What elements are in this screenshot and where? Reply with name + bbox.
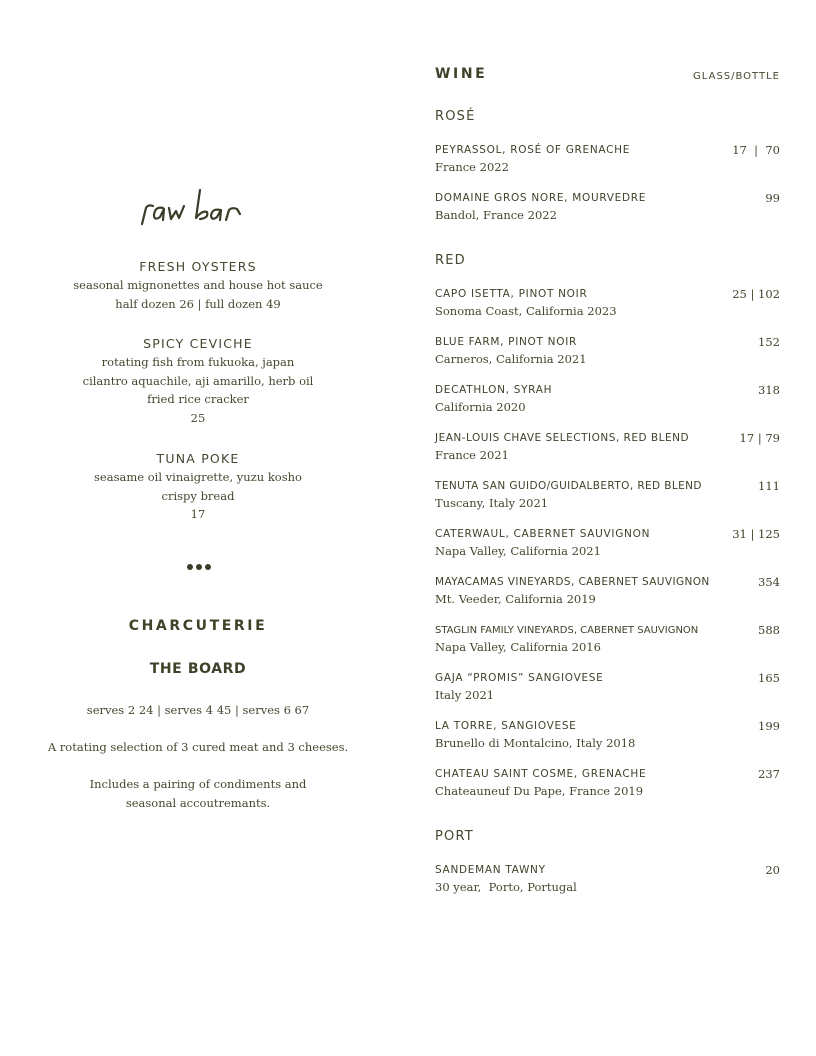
wine-origin: Sonoma Coast, California 2023 xyxy=(435,304,617,318)
board-includes: seasonal accoutremants. xyxy=(125,796,271,810)
raw-bar-script-logo xyxy=(136,184,256,230)
wine-origin: California 2020 xyxy=(435,400,526,414)
wine-list-item xyxy=(435,863,780,895)
wine-list-item xyxy=(435,431,780,463)
wine-origin: Napa Valley, California 2021 xyxy=(435,544,601,558)
wine-category-rose: ROSÉ xyxy=(435,109,476,124)
item-description: crispy bread xyxy=(161,488,235,503)
wine-origin: France 2022 xyxy=(435,160,509,174)
wine-price: 199 xyxy=(758,719,780,733)
wine-name: CHATEAU SAINT COSME, GRENACHE xyxy=(435,768,647,780)
item-description: cilantro aquachile, aji amarillo, herb oil xyxy=(82,373,314,388)
wine-price: 20 xyxy=(765,863,780,877)
wine-origin: 30 year, Porto, Portugal xyxy=(435,880,577,894)
menu-item-tuna-poke xyxy=(48,450,348,524)
wine-price: 17 | 70 xyxy=(732,143,780,157)
wine-name: STAGLIN FAMILY VINEYARDS, CABERNET SAUVIGNON xyxy=(435,625,699,636)
wine-origin: Chateauneuf Du Pape, France 2019 xyxy=(435,784,644,798)
wine-origin: Italy 2021 xyxy=(435,688,495,702)
wine-name: PEYRASSOL, ROSÉ OF GRENACHE xyxy=(435,144,631,156)
wine-price: 152 xyxy=(758,335,780,349)
item-title: TUNA POKE xyxy=(156,451,240,466)
wine-origin: Mt. Veeder, California 2019 xyxy=(435,592,596,606)
wine-name: DOMAINE GROS NORE, MOURVEDRE xyxy=(435,192,647,204)
wine-list-item xyxy=(435,671,780,703)
wine-list-item xyxy=(435,767,780,799)
board-servings: serves 2 24 | serves 4 45 | serves 6 67 xyxy=(86,703,310,717)
wine-name: JEAN-LOUIS CHAVE SELECTIONS, RED BLEND xyxy=(435,432,690,444)
wine-category-port: PORT xyxy=(435,829,474,844)
wine-name: LA TORRE, SANGIOVESE xyxy=(435,720,577,732)
wine-price: 354 xyxy=(758,575,780,589)
wine-list-item xyxy=(435,527,780,559)
wine-name: MAYACAMAS VINEYARDS, CABERNET SAUVIGNON xyxy=(435,576,710,588)
wine-origin: Napa Valley, California 2016 xyxy=(435,640,601,654)
wine-list-item xyxy=(435,479,780,511)
three-dots-icon xyxy=(186,562,212,572)
item-price: 17 xyxy=(190,507,206,522)
wine-price: 31 | 125 xyxy=(732,527,780,541)
item-title: SPICY CEVICHE xyxy=(143,336,253,351)
item-description: seasonal mignonettes and house hot sauce xyxy=(73,278,323,292)
item-price: half dozen 26 | full dozen 49 xyxy=(115,296,281,311)
wine-origin: Tuscany, Italy 2021 xyxy=(435,496,549,510)
wine-name: GAJA “PROMIS” SANGIOVESE xyxy=(435,672,604,684)
wine-price: 25 | 102 xyxy=(732,287,780,301)
section-title-wine: WINE xyxy=(435,66,488,82)
section-title-charcuterie: CHARCUTERIE xyxy=(128,618,268,634)
wine-name: DECATHLON, SYRAH xyxy=(435,384,553,396)
wine-price: 111 xyxy=(758,479,780,493)
wine-list-item xyxy=(435,191,780,223)
wine-name: TENUTA SAN GUIDO/GUIDALBERTO, RED BLEND xyxy=(435,480,702,492)
wine-list-item xyxy=(435,287,780,319)
item-title: FRESH OYSTERS xyxy=(139,259,257,274)
wine-price: 588 xyxy=(758,623,780,637)
wine-origin: Carneros, California 2021 xyxy=(435,352,587,366)
item-title-the-board: THE BOARD xyxy=(149,661,247,677)
menu-item-spicy-ceviche xyxy=(48,335,348,427)
left-column xyxy=(48,0,348,1056)
item-price: 25 xyxy=(190,410,206,425)
item-description: fried rice cracker xyxy=(147,392,249,407)
wine-origin: Brunello di Montalcino, Italy 2018 xyxy=(435,736,636,750)
wine-origin: Bandol, France 2022 xyxy=(435,208,557,222)
wine-list-item xyxy=(435,575,780,607)
wine-price: 17 | 79 xyxy=(739,431,780,445)
wine-name: CATERWAUL, CABERNET SAUVIGNON xyxy=(435,528,651,540)
wine-list-item xyxy=(435,623,780,655)
wine-price: 99 xyxy=(765,191,780,205)
wine-name: SANDEMAN TAWNY xyxy=(435,864,546,876)
wine-price: 237 xyxy=(758,767,780,781)
wine-price: 165 xyxy=(758,671,780,685)
wine-name: CAPO ISETTA, PINOT NOIR xyxy=(435,288,588,300)
wine-origin: France 2021 xyxy=(435,448,509,462)
wine-list-item xyxy=(435,335,780,367)
wine-name: BLUE FARM, PINOT NOIR xyxy=(435,336,577,348)
wine-list-item xyxy=(435,143,780,175)
wine-category-red: RED xyxy=(435,253,466,268)
wine-list-item xyxy=(435,719,780,751)
board-description: A rotating selection of 3 cured meat and 3 cheeses. xyxy=(47,740,349,754)
board-includes: Includes a pairing of condiments and xyxy=(89,777,307,791)
item-description: rotating fish from fukuoka, japan xyxy=(101,355,295,369)
menu-item-fresh-oysters xyxy=(48,258,348,313)
wine-price: 318 xyxy=(758,383,780,397)
price-column-header: GLASS/BOTTLE xyxy=(693,71,780,82)
item-description: seasame oil vinaigrette, yuzu kosho xyxy=(94,470,302,484)
wine-list-item xyxy=(435,383,780,415)
